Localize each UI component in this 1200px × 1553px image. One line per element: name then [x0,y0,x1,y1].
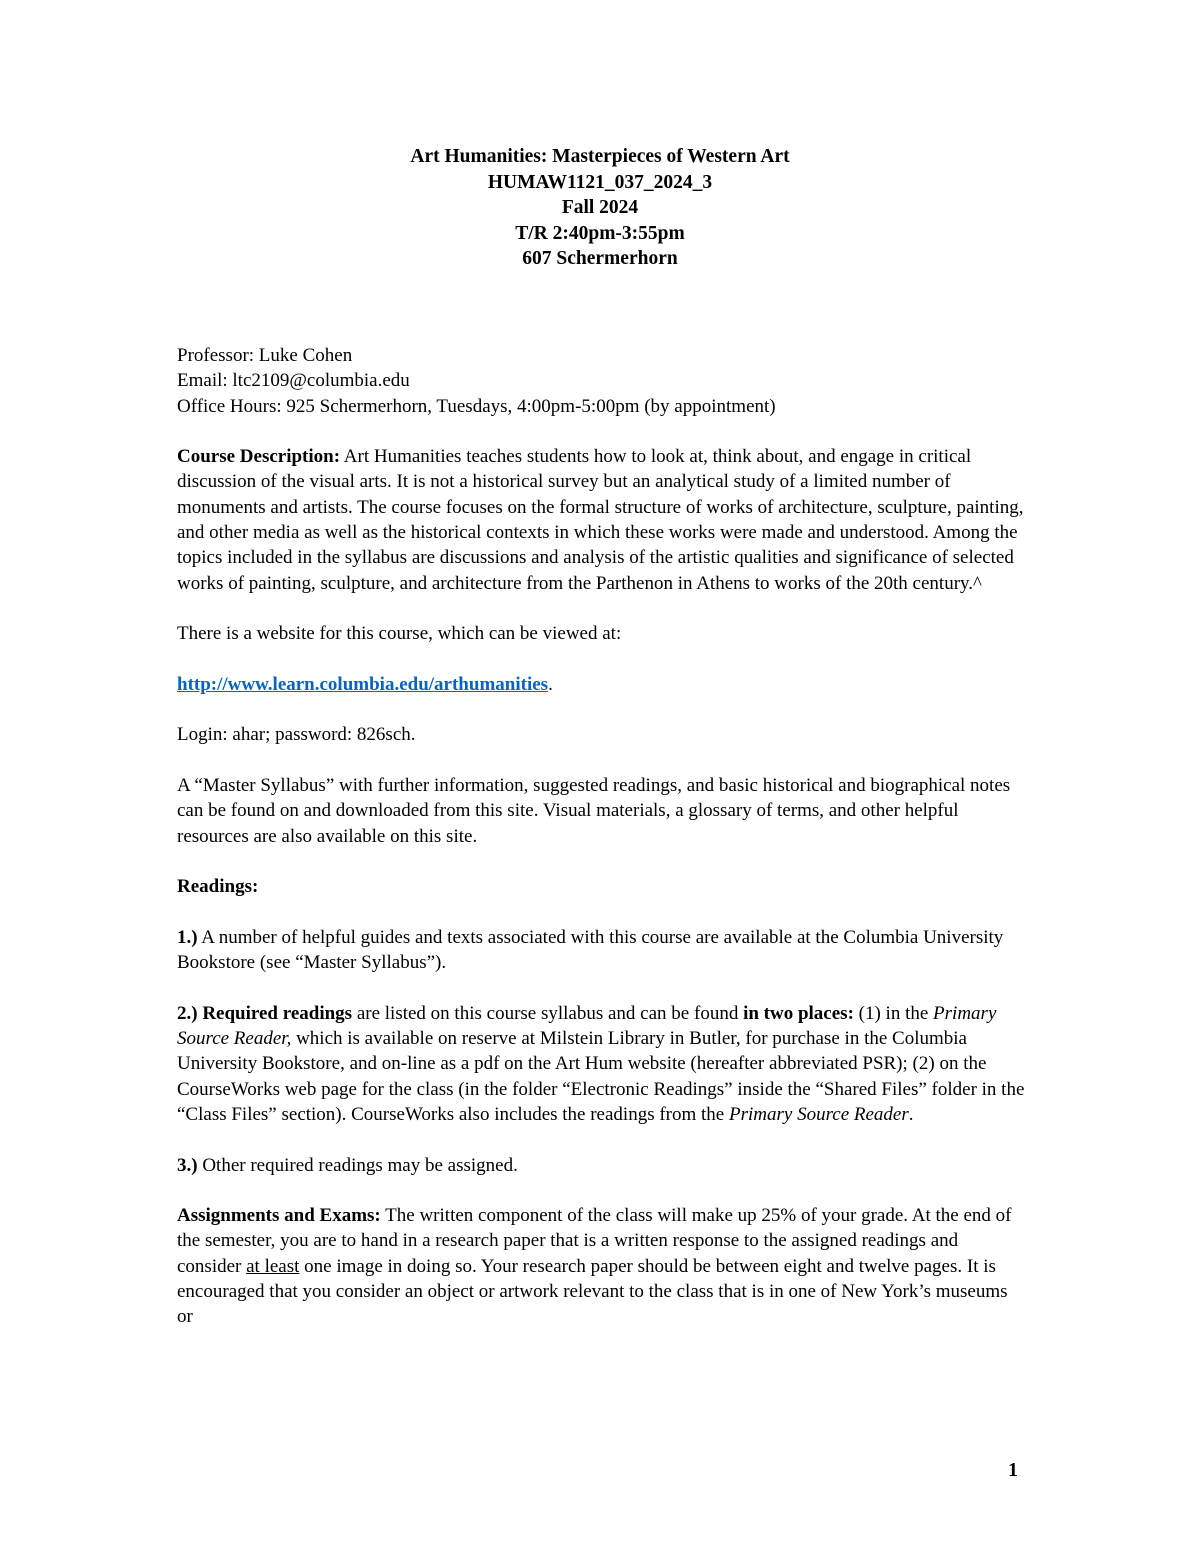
reading-item-2-text-c: which is available on reserve at Milstein Library in Butler, for purchase in the Columbia University Bookstore, and on-line as a pdf on the Art Hum website (hereafter abbreviated PSR); (2) on the CourseWorks web page for the class (in the folder “Electronic Readings” inside the “Shared Files” folder in the “Class Files” section). CourseWorks also includes the readings from the [177,1028,1025,1125]
readings-heading: Readings: [177,876,259,898]
reading-item-2-places: in two places: [743,1002,854,1024]
website-link-suffix: . [548,673,553,695]
office-hours: Office Hours: 925 Schermerhorn, Tuesdays, 4:00pm-5:00pm (by appointment) [177,395,776,417]
reading-item-2-required: Required readings [197,1002,353,1024]
reading-item-1 [177,925,1027,976]
reading-item-2-text-a: are listed on this course syllabus and can be found [352,1002,744,1024]
course-description-label: Course Description: [177,446,341,468]
reading-item-2-psr-title-2: Primary Source Reader [729,1103,909,1125]
course-description-text: Art Humanities teaches students how to look at, think about, and engage in critical discussion of the visual arts. It is not a historical survey but an analytical study of a limited number of monuments and artists. The course focuses on the formal structure of works of architecture, sculpture, painting, and other media as well as the historical contexts in which these works were made and understood. Among the topics included in the syllabus are discussions and analysis of the artistic qualities and significance of selected works of painting, sculpture, and architecture from the Parthenon in Athens to works of the 20th century.^ [177,446,1024,594]
instructor-block [177,343,1027,419]
course-title: Art Humanities: Masterpieces of Western Art [410,146,790,167]
reading-item-2-number: 2.) [177,1002,198,1024]
reading-item-2 [177,1001,1027,1127]
reading-item-1-number: 1.) [177,926,198,948]
course-term: Fall 2024 [561,197,639,218]
course-website-link[interactable]: http://www.learn.columbia.edu/arthumanities [177,673,549,695]
reading-item-1-text: A number of helpful guides and texts associated with this course are available at the Columbia University Bookstore (see “Master Syllabus”). [177,926,1004,974]
professor-email: Email: ltc2109@columbia.edu [177,370,410,392]
syllabus-body [177,343,1027,1355]
course-description [177,444,1027,596]
course-schedule: T/R 2:40pm-3:55pm [515,222,685,244]
course-room: 607 Schermerhorn [522,248,678,269]
professor-name: Professor: Luke Cohen [177,345,353,366]
assignments-section [177,1203,1027,1329]
reading-item-3-text: Other required readings may be assigned. [197,1154,518,1176]
website-login: Login: ahar; password: 826sch. [177,724,416,746]
page-number: 1 [1008,1459,1018,1481]
assignments-text-b: one image in doing so. Your research paper should be between eight and twelve pages. It is encouraged that you consider an object or artwork relevant to the class that is in one of New York’s museums or [177,1255,1008,1328]
assignments-text-a: The written component of the class will make up 25% of your grade. At the end of the semester, you are to hand in a research paper that is a written response to the assigned readings and consider [177,1205,1012,1277]
website-intro: There is a website for this course, which can be viewed at: [177,623,622,645]
reading-item-2-text-d: . [908,1103,914,1125]
reading-item-3 [177,1153,1027,1178]
assignments-label: Assignments and Exams: [177,1205,381,1227]
reading-item-2-psr-title: Primary Source Reader, [177,1002,997,1050]
course-code: HUMAW1121_037_2024_3 [487,171,713,193]
syllabus-header [0,144,1200,272]
reading-item-3-number: 3.) [177,1154,198,1176]
assignments-underline: at least [246,1255,300,1277]
master-syllabus-note: A “Master Syllabus” with further information, suggested readings, and basic historical and biographical notes can be found on and downloaded from this site. Visual materials, a glossary of terms, and other helpful resources are also available on this site. [177,775,1011,847]
website-link-line [177,672,1027,697]
reading-item-2-text-b: (1) in the [853,1002,934,1024]
